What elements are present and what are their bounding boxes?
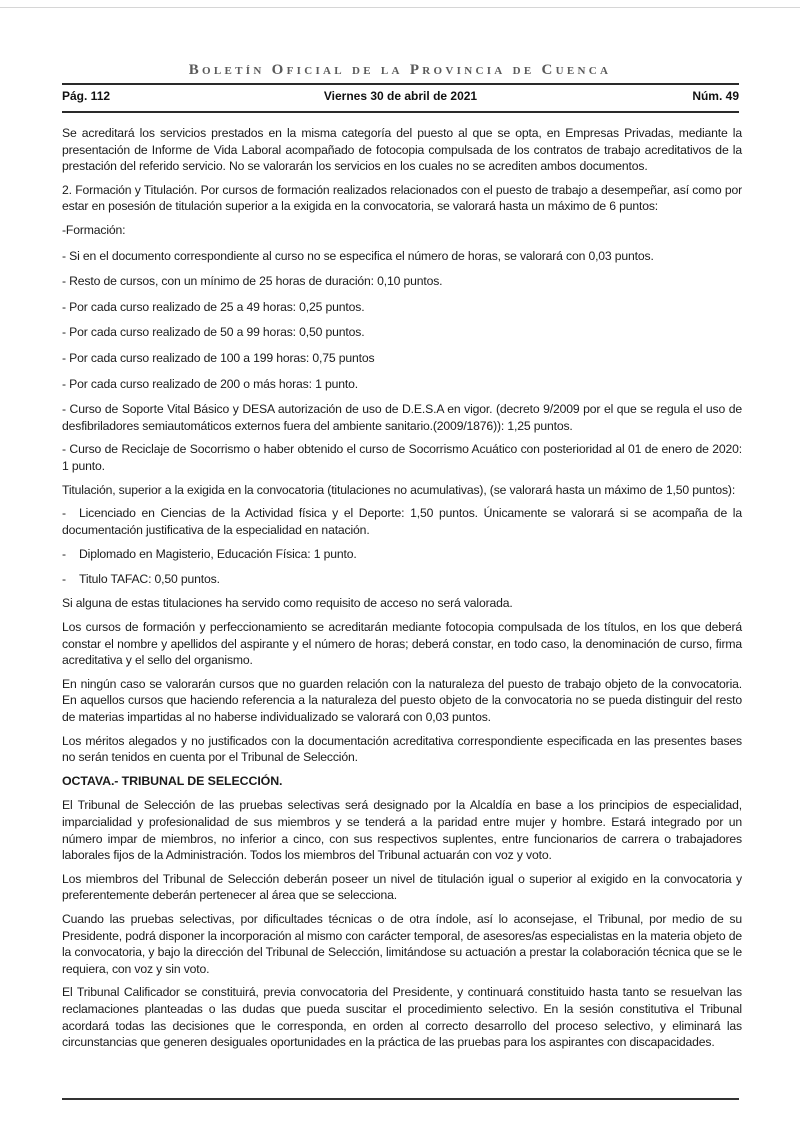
titulacion-item-text: Diplomado en Magisterio, Educación Física: 1 punto. — [79, 547, 357, 562]
titulacion-intro: Titulación, superior a la exigida en la convocatoria (titulaciones no acumulativas), (se valorará hasta un máximo de 1,50 puntos): — [62, 482, 736, 497]
document-body — [62, 125, 742, 1058]
titulacion-item-text: Licenciado en Ciencias de la Actividad física y el Deporte: 1,50 puntos. Únicamente se valorará si se acompaña de la documentación justificativa de la especialidad en natación. — [62, 506, 742, 537]
paragraph-tribunal-1: El Tribunal de Selección de las pruebas selectivas será designado por la Alcaldía en base a los principios de especialidad, imparcialidad y profesionalidad de sus miembros y se tenderá a la paridad entre mujer y hombre. Estará integrado por un número impar de miembros, no inferior a cinco, con sus respectivos suplentes, entre funcionarios de carrera o trabajadores laborales fijos de la Administración. Todos los miembros del Tribunal actuarán con voz y voto. — [62, 798, 742, 863]
section-heading: OCTAVA.- TRIBUNAL DE SELECCIÓN. — [62, 773, 283, 788]
titulacion-item — [62, 546, 742, 563]
list-dash: - — [62, 571, 66, 586]
formacion-item: - Por cada curso realizado de 100 a 199 horas: 0,75 puntos — [62, 350, 375, 365]
titulacion-item — [62, 571, 742, 588]
paragraph-requisito: Si alguna de estas titulaciones ha servido como requisito de acceso no será valorada. — [62, 596, 513, 611]
list-dash: - — [62, 506, 66, 521]
formacion-label: -Formación: — [62, 222, 126, 237]
paragraph-acreditacion: Los cursos de formación y perfeccionamiento se acreditarán mediante fotocopia compulsada de los títulos, en los que deberá constar el nombre y apellidos del aspirante y el número de horas; deberá constar, en todo caso, la denominación de curso, firma acreditativa y el sello del organismo. — [62, 620, 742, 668]
list-dash: - — [62, 547, 66, 562]
titulacion-item — [62, 505, 742, 538]
bulletin-masthead: Boletín Oficial de la Provincia de Cuenca — [188, 62, 612, 78]
paragraph-formacion-titulacion: 2. Formación y Titulación. Por cursos de formación realizados relacionados con el puesto de trabajo a desempeñar, así como por estar en posesión de titulación superior a la exigida en la convocatoria, se valorará hasta un máximo de 6 puntos: — [62, 182, 742, 214]
formacion-item: - Por cada curso realizado de 200 o más horas: 1 punto. — [62, 376, 358, 391]
paragraph-tribunal-2: Los miembros del Tribunal de Selección deberán poseer un nivel de titulación igual o superior al exigido en la convocatoria y preferentemente deberán pertenecer al área que se selecciona. — [62, 871, 742, 903]
header-top-rule — [62, 83, 739, 85]
paragraph-meritos: Los méritos alegados y no justificados con la documentación acreditativa correspondiente especificada en las presentes bases no serán tenidos en cuenta por el Tribunal de Selección. — [62, 733, 742, 765]
page-number: Pág. 112 — [62, 89, 111, 103]
header-bottom-rule — [62, 111, 739, 113]
formacion-item: - Resto de cursos, con un mínimo de 25 horas de duración: 0,10 puntos. — [62, 274, 443, 289]
formacion-item: - Por cada curso realizado de 25 a 49 horas: 0,25 puntos. — [62, 299, 365, 314]
page-header — [62, 89, 739, 107]
issue-date: Viernes 30 de abril de 2021 — [323, 89, 478, 103]
footer-rule — [62, 1098, 739, 1100]
paragraph-services: Se acreditará los servicios prestados en la misma categoría del puesto al que se opta, en Empresas Privadas, mediante la presentación de Informe de Vida Laboral acompañado de fotocopia compulsada de los contratos de trabajo acreditativos de la prestación del referido servicio. No se valorarán los servicios en los cuales no se acrediten ambos documentos. — [62, 126, 742, 174]
paragraph-tribunal-4: El Tribunal Calificador se constituirá, previa convocatoria del Presidente, y continuará constituido hasta tanto se resuelvan las reclamaciones planteadas o las dudas que pueda suscitar el procedimiento selectivo. En la sesión constitutiva el Tribunal acordará todas las decisiones que le corresponda, en orden al correcto desarrollo del proceso selectivo, y eliminará las circunstancias que generen desiguales oportunidades en la práctica de las pruebas para los aspirantes con discapacidades. — [62, 985, 742, 1050]
paragraph-ningun-caso: En ningún caso se valorarán cursos que no guarden relación con la naturaleza del puesto de trabajo objeto de la convocatoria. En aquellos cursos que haciendo referencia a la naturaleza del puesto objeto de la convocatoria no se pueda distinguir del resto de materias impartidas al no haberse individualizado se valorará con 0,03 puntos. — [62, 676, 742, 725]
formacion-item: - Curso de Soporte Vital Básico y DESA autorización de uso de D.E.S.A en vigor. (decreto 9/2009 por el que se regula el uso de desfibriladores semiautomáticos externos fuera del ambiente sanitario.(2009/1876)): 1,25 puntos. — [62, 402, 742, 433]
issue-number: Núm. 49 — [692, 89, 739, 103]
formacion-item: - Curso de Reciclaje de Socorrismo o haber obtenido el curso de Socorrismo Acuático con posterioridad al 01 de enero de 2020: 1 punto. — [62, 442, 742, 473]
titulacion-item-text: Titulo TAFAC: 0,50 puntos. — [79, 571, 220, 586]
scan-edge-line — [0, 7, 800, 8]
paragraph-tribunal-3: Cuando las pruebas selectivas, por dificultades técnicas o de otra índole, así lo aconsejase, el Tribunal, por medio de su Presidente, podrá disponer la incorporación al mismo con carácter temporal, de asesores/as especialistas en la materia objeto de la convocatoria, y bajo la dirección del Tribunal de Selección, limitándose su actuación a prestar la colaboración técnica que se le requiera, con voz y sin voto. — [62, 911, 742, 976]
formacion-item: - Por cada curso realizado de 50 a 99 horas: 0,50 puntos. — [62, 325, 365, 340]
formacion-item: - Si en el documento correspondiente al curso no se especifica el número de horas, se valorará con 0,03 puntos. — [62, 248, 654, 263]
